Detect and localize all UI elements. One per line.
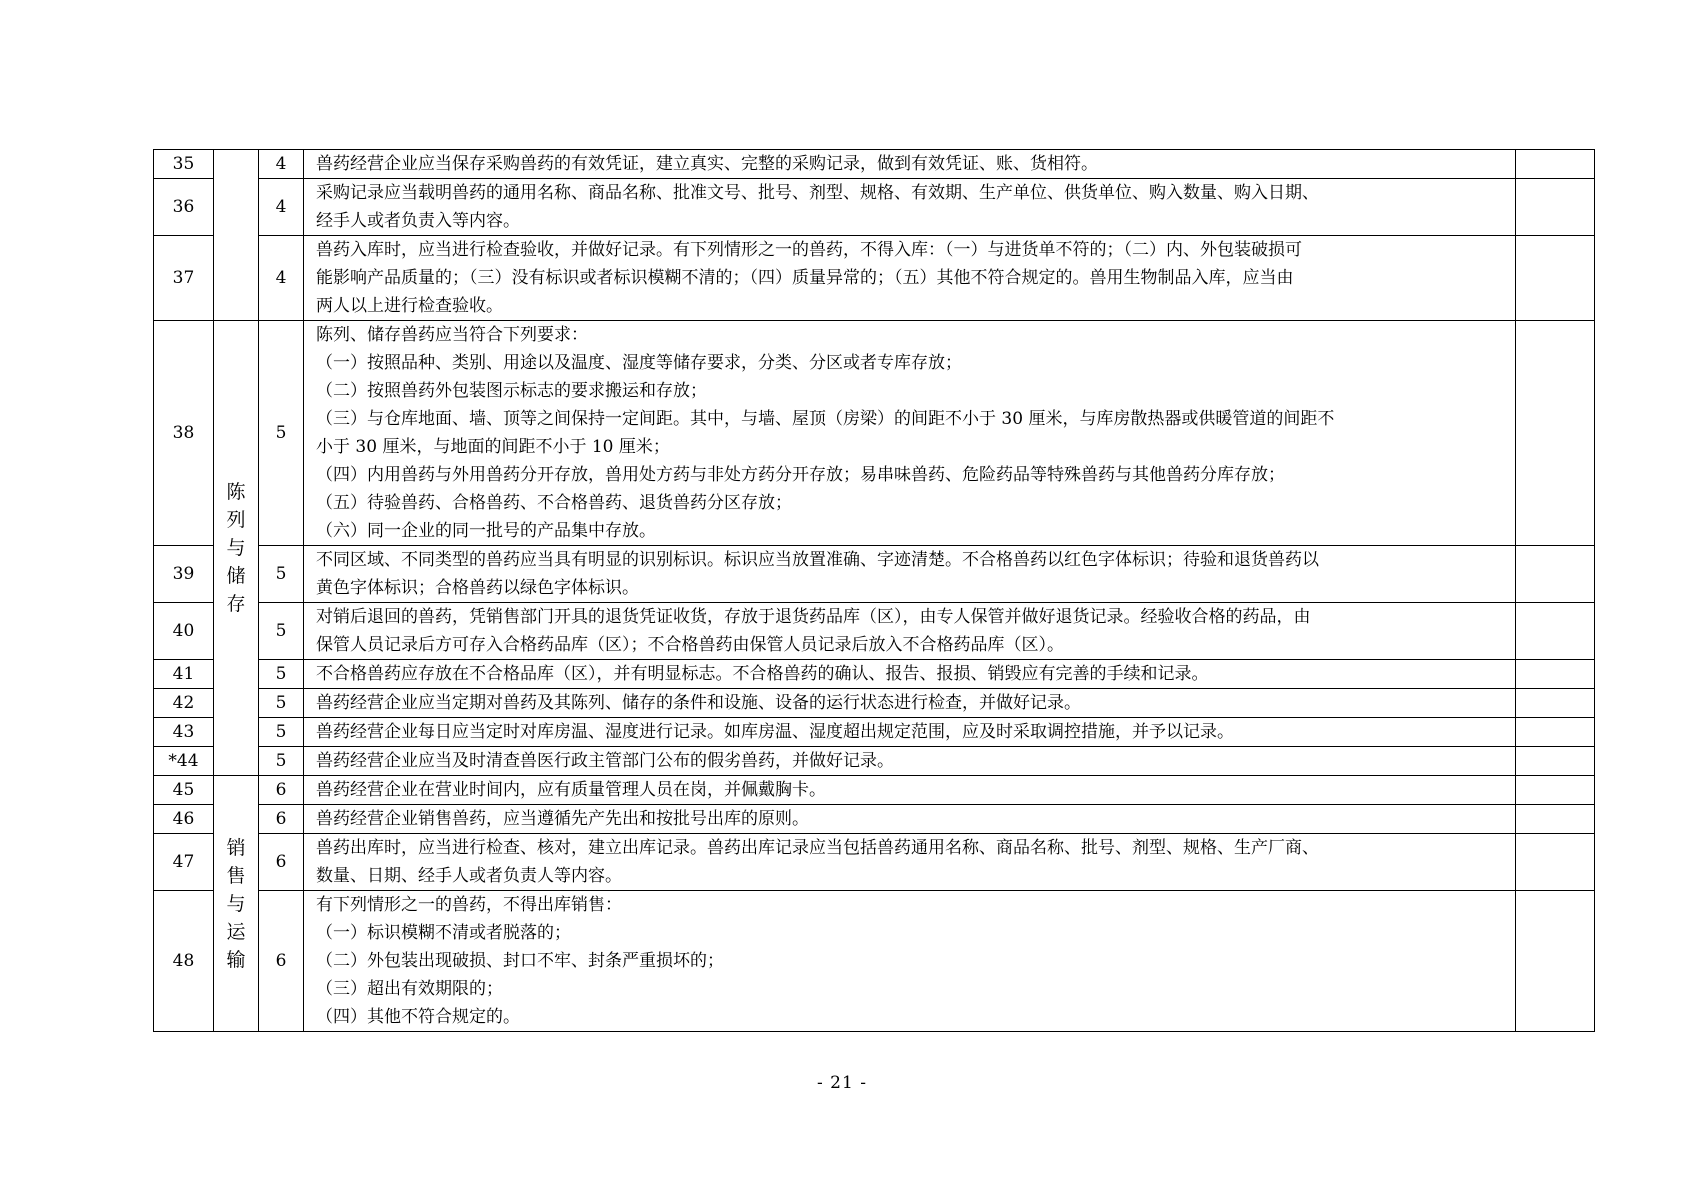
content-line: （一）按照品种、类别、用途以及温度、湿度等储存要求，分类、分区或者专库存放； bbox=[316, 353, 962, 373]
item-score: 5 bbox=[259, 718, 304, 747]
item-score: 4 bbox=[259, 236, 304, 321]
item-score: 5 bbox=[259, 689, 304, 718]
result-cell bbox=[1516, 236, 1595, 321]
result-cell bbox=[1516, 805, 1595, 834]
table-row bbox=[154, 546, 1595, 603]
result-cell bbox=[1516, 776, 1595, 805]
result-cell bbox=[1516, 660, 1595, 689]
table-row bbox=[154, 891, 1595, 1032]
content-line: 不同区域、不同类型的兽药应当具有明显的识别标识。标识应当放置准确、字迹清楚。不合格兽药以红色字体标识；待验和退货兽药以 bbox=[316, 550, 1319, 570]
content-line: 兽药经营企业在营业时间内，应有质量管理人员在岗，并佩戴胸卡。 bbox=[316, 780, 826, 800]
table-row bbox=[154, 236, 1595, 321]
item-number: 42 bbox=[154, 689, 214, 718]
content-line: （一）标识模糊不清或者脱落的； bbox=[316, 923, 571, 943]
item-number: 47 bbox=[154, 834, 214, 891]
item-score: 5 bbox=[259, 321, 304, 546]
category-cell bbox=[214, 321, 259, 776]
content-line: 陈列、储存兽药应当符合下列要求： bbox=[316, 325, 588, 345]
item-number: 48 bbox=[154, 891, 214, 1032]
item-number: 37 bbox=[154, 236, 214, 321]
content-line: （二）外包装出现破损、封口不牢、封条严重损坏的； bbox=[316, 951, 724, 971]
result-cell bbox=[1516, 718, 1595, 747]
category-cell bbox=[214, 150, 259, 321]
inspection-table bbox=[153, 149, 1595, 1032]
result-cell bbox=[1516, 689, 1595, 718]
table-row bbox=[154, 150, 1595, 179]
item-score: 6 bbox=[259, 805, 304, 834]
item-content bbox=[304, 891, 1516, 1032]
table-row bbox=[154, 834, 1595, 891]
result-cell bbox=[1516, 321, 1595, 546]
content-line: （四）其他不符合规定的。 bbox=[316, 1007, 520, 1027]
content-line: 兽药经营企业每日应当定时对库房温、湿度进行记录。如库房温、湿度超出规定范围，应及时采取调控措施，并予以记录。 bbox=[316, 722, 1234, 742]
item-content bbox=[304, 546, 1516, 603]
item-number: *44 bbox=[154, 747, 214, 776]
item-content bbox=[304, 179, 1516, 236]
content-line: 兽药经营企业应当保存采购兽药的有效凭证，建立真实、完整的采购记录，做到有效凭证、账、货相符。 bbox=[316, 154, 1098, 174]
content-line: （五）待验兽药、合格兽药、不合格兽药、退货兽药分区存放； bbox=[316, 493, 792, 513]
content-line: 两人以上进行检查验收。 bbox=[316, 296, 503, 316]
content-line: （六）同一企业的同一批号的产品集中存放。 bbox=[316, 521, 656, 541]
result-cell bbox=[1516, 747, 1595, 776]
content-line: （二）按照兽药外包装图示标志的要求搬运和存放； bbox=[316, 381, 707, 401]
content-line: 能影响产品质量的；（三）没有标识或者标识模糊不清的；（四）质量异常的；（五）其他不符合规定的。兽用生物制品入库，应当由 bbox=[316, 268, 1294, 288]
category-label: 陈列与储存 bbox=[226, 481, 246, 615]
content-line: 不合格兽药应存放在不合格品库（区），并有明显标志。不合格兽药的确认、报告、报损、销毁应有完善的手续和记录。 bbox=[316, 664, 1209, 684]
table-row bbox=[154, 179, 1595, 236]
item-score: 6 bbox=[259, 891, 304, 1032]
content-line: （四）内用兽药与外用兽药分开存放，兽用处方药与非处方药分开存放；易串味兽药、危险药品等特殊兽药与其他兽药分库存放； bbox=[316, 465, 1285, 485]
item-content bbox=[304, 321, 1516, 546]
item-score: 4 bbox=[259, 179, 304, 236]
item-content bbox=[304, 603, 1516, 660]
table-row bbox=[154, 776, 1595, 805]
table-row bbox=[154, 689, 1595, 718]
item-content bbox=[304, 776, 1516, 805]
item-number: 38 bbox=[154, 321, 214, 546]
content-line: 保管人员记录后方可存入合格药品库（区）；不合格兽药由保管人员记录后放入不合格药品库（区）。 bbox=[316, 635, 1064, 655]
item-content bbox=[304, 689, 1516, 718]
item-score: 6 bbox=[259, 776, 304, 805]
content-line: 采购记录应当载明兽药的通用名称、商品名称、批准文号、批号、剂型、规格、有效期、生产单位、供货单位、购入数量、购入日期、 bbox=[316, 183, 1319, 203]
content-line: 兽药经营企业应当定期对兽药及其陈列、储存的条件和设施、设备的运行状态进行检查，并做好记录。 bbox=[316, 693, 1081, 713]
result-cell bbox=[1516, 179, 1595, 236]
item-score: 5 bbox=[259, 603, 304, 660]
content-line: 黄色字体标识；合格兽药以绿色字体标识。 bbox=[316, 578, 639, 598]
category-cell bbox=[214, 776, 259, 1032]
category-label: 销售与运输 bbox=[226, 836, 246, 971]
content-line: （三）超出有效期限的； bbox=[316, 979, 503, 999]
content-line: （三）与仓库地面、墙、顶等之间保持一定间距。其中，与墙、屋顶（房梁）的间距不小于 30 厘米，与库房散热器或供暖管道的间距不 bbox=[316, 409, 1335, 429]
content-line: 经手人或者负责入等内容。 bbox=[316, 211, 520, 231]
item-content bbox=[304, 150, 1516, 179]
table-row bbox=[154, 718, 1595, 747]
table-row bbox=[154, 747, 1595, 776]
item-score: 6 bbox=[259, 834, 304, 891]
item-score: 5 bbox=[259, 546, 304, 603]
result-cell bbox=[1516, 834, 1595, 891]
item-content bbox=[304, 236, 1516, 321]
item-number: 45 bbox=[154, 776, 214, 805]
result-cell bbox=[1516, 891, 1595, 1032]
item-number: 39 bbox=[154, 546, 214, 603]
content-line: 兽药经营企业销售兽药，应当遵循先产先出和按批号出库的原则。 bbox=[316, 809, 809, 829]
content-line: 有下列情形之一的兽药，不得出库销售： bbox=[316, 895, 622, 915]
content-line: 兽药经营企业应当及时清查兽医行政主管部门公布的假劣兽药，并做好记录。 bbox=[316, 751, 894, 771]
result-cell bbox=[1516, 603, 1595, 660]
item-number: 40 bbox=[154, 603, 214, 660]
content-line: 小于 30 厘米，与地面的间距不小于 10 厘米； bbox=[316, 437, 670, 457]
result-cell bbox=[1516, 150, 1595, 179]
table-body bbox=[154, 150, 1595, 1032]
content-line: 兽药出库时，应当进行检查、核对，建立出库记录。兽药出库记录应当包括兽药通用名称、商品名称、批号、剂型、规格、生产厂商、 bbox=[316, 838, 1319, 858]
table-row bbox=[154, 805, 1595, 834]
item-content bbox=[304, 660, 1516, 689]
item-score: 4 bbox=[259, 150, 304, 179]
item-content bbox=[304, 834, 1516, 891]
result-cell bbox=[1516, 546, 1595, 603]
content-line: 兽药入库时，应当进行检查验收，并做好记录。有下列情形之一的兽药，不得入库：（一）与进货单不符的；（二）内、外包装破损可 bbox=[316, 240, 1302, 260]
content-line: 数量、日期、经手人或者负责人等内容。 bbox=[316, 866, 622, 886]
item-score: 5 bbox=[259, 660, 304, 689]
item-number: 36 bbox=[154, 179, 214, 236]
content-line: 对销后退回的兽药，凭销售部门开具的退货凭证收货，存放于退货药品库（区），由专人保管并做好退货记录。经验收合格的药品，由 bbox=[316, 607, 1311, 627]
item-number: 43 bbox=[154, 718, 214, 747]
item-content bbox=[304, 747, 1516, 776]
table-row bbox=[154, 321, 1595, 546]
item-number: 35 bbox=[154, 150, 214, 179]
item-score: 5 bbox=[259, 747, 304, 776]
item-number: 46 bbox=[154, 805, 214, 834]
item-number: 41 bbox=[154, 660, 214, 689]
table-row bbox=[154, 660, 1595, 689]
table-row bbox=[154, 603, 1595, 660]
page-number: - 21 - bbox=[817, 1073, 867, 1093]
item-content bbox=[304, 805, 1516, 834]
item-content bbox=[304, 718, 1516, 747]
